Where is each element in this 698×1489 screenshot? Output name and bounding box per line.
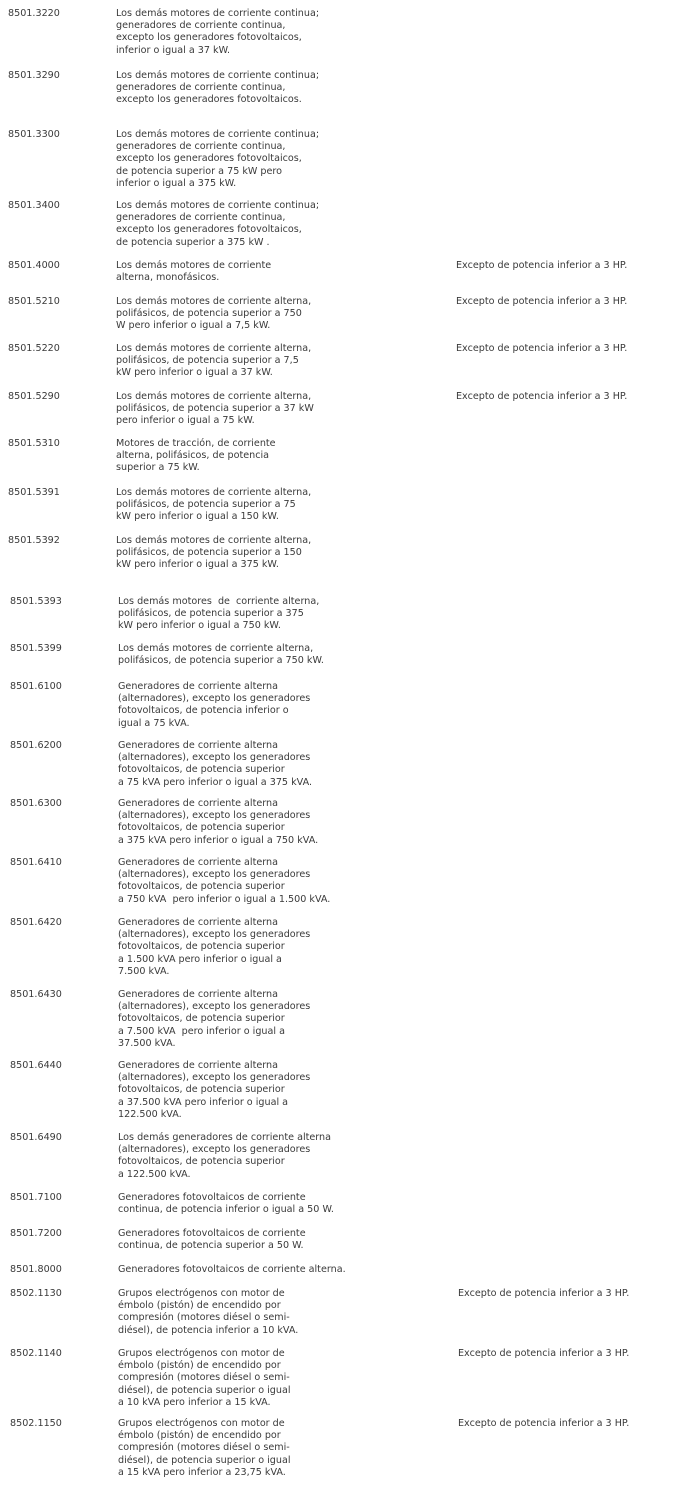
tariff-description: Motores de tracción, de corriente alterna, polifásicos, de potencia superior a 75 kW.	[116, 438, 276, 474]
tariff-code: 8501.4000	[8, 260, 60, 271]
tariff-code: 8502.1140	[10, 1348, 62, 1359]
tariff-description: Los demás motores de corriente alterna, polifásicos, de potencia superior a 750 kW.	[118, 643, 324, 667]
tariff-note: Excepto de potencia inferior a 3 HP.	[456, 391, 628, 402]
tariff-code: 8501.3300	[8, 129, 60, 140]
tariff-code: 8501.5392	[8, 535, 60, 546]
tariff-code: 8501.3290	[8, 70, 60, 81]
tariff-code: 8501.7100	[10, 1192, 62, 1203]
tariff-note: Excepto de potencia inferior a 3 HP.	[458, 1288, 630, 1299]
tariff-code: 8501.3400	[8, 200, 60, 211]
tariff-description: Generadores de corriente alterna (alternadores), excepto los generadores fotovoltaicos, de potencia superior a 75 kVA pero inferior o igual a 375 kVA.	[118, 740, 313, 788]
tariff-code: 8501.7200	[10, 1228, 62, 1239]
tariff-code: 8501.5399	[10, 643, 62, 654]
tariff-description: Los demás motores de corriente continua; generadores de corriente continua, excepto los generadores fotovoltaicos, de potencia superior a 75 kW pero inferior o igual a 375 kW.	[116, 129, 320, 189]
tariff-description: Los demás motores de corriente continua; generadores de corriente continua, excepto los generadores fotovoltaicos, de potencia superior a 375 kW .	[116, 200, 320, 248]
tariff-description: Generadores de corriente alterna (alternadores), excepto los generadores fotovoltaicos, de potencia superior a 750 kVA pero inferior o igual a 1.500 kVA.	[118, 857, 331, 905]
tariff-code: 8501.6200	[10, 740, 62, 751]
tariff-note: Excepto de potencia inferior a 3 HP.	[456, 296, 628, 307]
tariff-description: Generadores fotovoltaicos de corriente continua, de potencia inferior o igual a 50 W.	[118, 1192, 334, 1216]
tariff-description: Los demás motores de corriente alterna, monofásicos.	[116, 260, 272, 284]
tariff-description: Grupos electrógenos con motor de émbolo (pistón) de encendido por compresión (motores diésel o semi- diésel), de potencia superior o igual a 10 kVA pero inferior a 15 kVA.	[118, 1348, 291, 1408]
tariff-description: Los demás motores de corriente alterna, polifásicos, de potencia superior a 7,5 kW pero inferior o igual a 37 kW.	[116, 343, 312, 379]
tariff-note: Excepto de potencia inferior a 3 HP.	[458, 1418, 630, 1429]
tariff-code: 8502.1150	[10, 1418, 62, 1429]
tariff-description: Los demás generadores de corriente alterna (alternadores), excepto los generadores fotovoltaicos, de potencia superior a 122.500 kVA.	[118, 1132, 332, 1180]
tariff-code: 8501.6410	[10, 857, 62, 868]
tariff-code: 8501.6490	[10, 1132, 62, 1143]
tariff-code: 8501.6300	[10, 798, 62, 809]
tariff-description: Generadores fotovoltaicos de corriente continua, de potencia superior a 50 W.	[118, 1228, 306, 1252]
tariff-description: Los demás motores de corriente alterna, polifásicos, de potencia superior a 75 kW pero inferior o igual a 150 kW.	[116, 487, 312, 523]
tariff-description: Generadores de corriente alterna (alternadores), excepto los generadores fotovoltaicos, de potencia superior a 37.500 kVA pero inferior o igual a 122.500 kVA.	[118, 1060, 311, 1120]
tariff-code: 8501.8000	[10, 1264, 62, 1275]
tariff-code: 8501.3220	[8, 8, 60, 19]
tariff-code: 8501.5290	[8, 391, 60, 402]
tariff-description: Los demás motores de corriente alterna, polifásicos, de potencia superior a 150 kW pero inferior o igual a 375 kW.	[116, 535, 312, 571]
tariff-code: 8501.5393	[10, 596, 62, 607]
tariff-code: 8501.5310	[8, 438, 60, 449]
tariff-description: Generadores de corriente alterna (alternadores), excepto los generadores fotovoltaicos, de potencia superior a 375 kVA pero inferior o igual a 750 kVA.	[118, 798, 319, 846]
tariff-code: 8501.5220	[8, 343, 60, 354]
tariff-description: Los demás motores de corriente alterna, polifásicos, de potencia superior a 375 kW pero inferior o igual a 750 kW.	[118, 596, 320, 632]
tariff-description: Grupos electrógenos con motor de émbolo (pistón) de encendido por compresión (motores diésel o semi- diésel), de potencia superior o igual a 15 kVA pero inferior a 23,75 kVA.	[118, 1418, 291, 1478]
tariff-description: Generadores de corriente alterna (alternadores), excepto los generadores fotovoltaicos, de potencia inferior o igual a 75 kVA.	[118, 681, 311, 729]
tariff-code: 8501.6100	[10, 681, 62, 692]
tariff-description: Los demás motores de corriente continua; generadores de corriente continua, excepto los generadores fotovoltaicos, inferior o igual a 37 kW.	[116, 8, 320, 56]
tariff-note: Excepto de potencia inferior a 3 HP.	[456, 260, 628, 271]
tariff-code: 8501.6440	[10, 1060, 62, 1071]
tariff-description: Generadores de corriente alterna (alternadores), excepto los generadores fotovoltaicos, de potencia superior a 7.500 kVA pero inferior o igual a 37.500 kVA.	[118, 989, 311, 1049]
tariff-note: Excepto de potencia inferior a 3 HP.	[456, 343, 628, 354]
tariff-description: Grupos electrógenos con motor de émbolo (pistón) de encendido por compresión (motores diésel o semi- diésel), de potencia inferior a 10 kVA.	[118, 1288, 299, 1336]
tariff-description: Los demás motores de corriente alterna, polifásicos, de potencia superior a 37 kW pero inferior o igual a 75 kW.	[116, 391, 314, 427]
tariff-code: 8501.5391	[8, 487, 60, 498]
tariff-code: 8501.6430	[10, 989, 62, 1000]
tariff-description: Los demás motores de corriente continua; generadores de corriente continua, excepto los generadores fotovoltaicos.	[116, 70, 320, 106]
tariff-description: Los demás motores de corriente alterna, polifásicos, de potencia superior a 750 W pero inferior o igual a 7,5 kW.	[116, 296, 312, 332]
tariff-code: 8502.1130	[10, 1288, 62, 1299]
tariff-code: 8501.5210	[8, 296, 60, 307]
tariff-description: Generadores fotovoltaicos de corriente alterna.	[118, 1264, 346, 1275]
tariff-code: 8501.6420	[10, 917, 62, 928]
tariff-note: Excepto de potencia inferior a 3 HP.	[458, 1348, 630, 1359]
tariff-description: Generadores de corriente alterna (alternadores), excepto los generadores fotovoltaicos, de potencia superior a 1.500 kVA pero inferior o igual a 7.500 kVA.	[118, 917, 311, 977]
